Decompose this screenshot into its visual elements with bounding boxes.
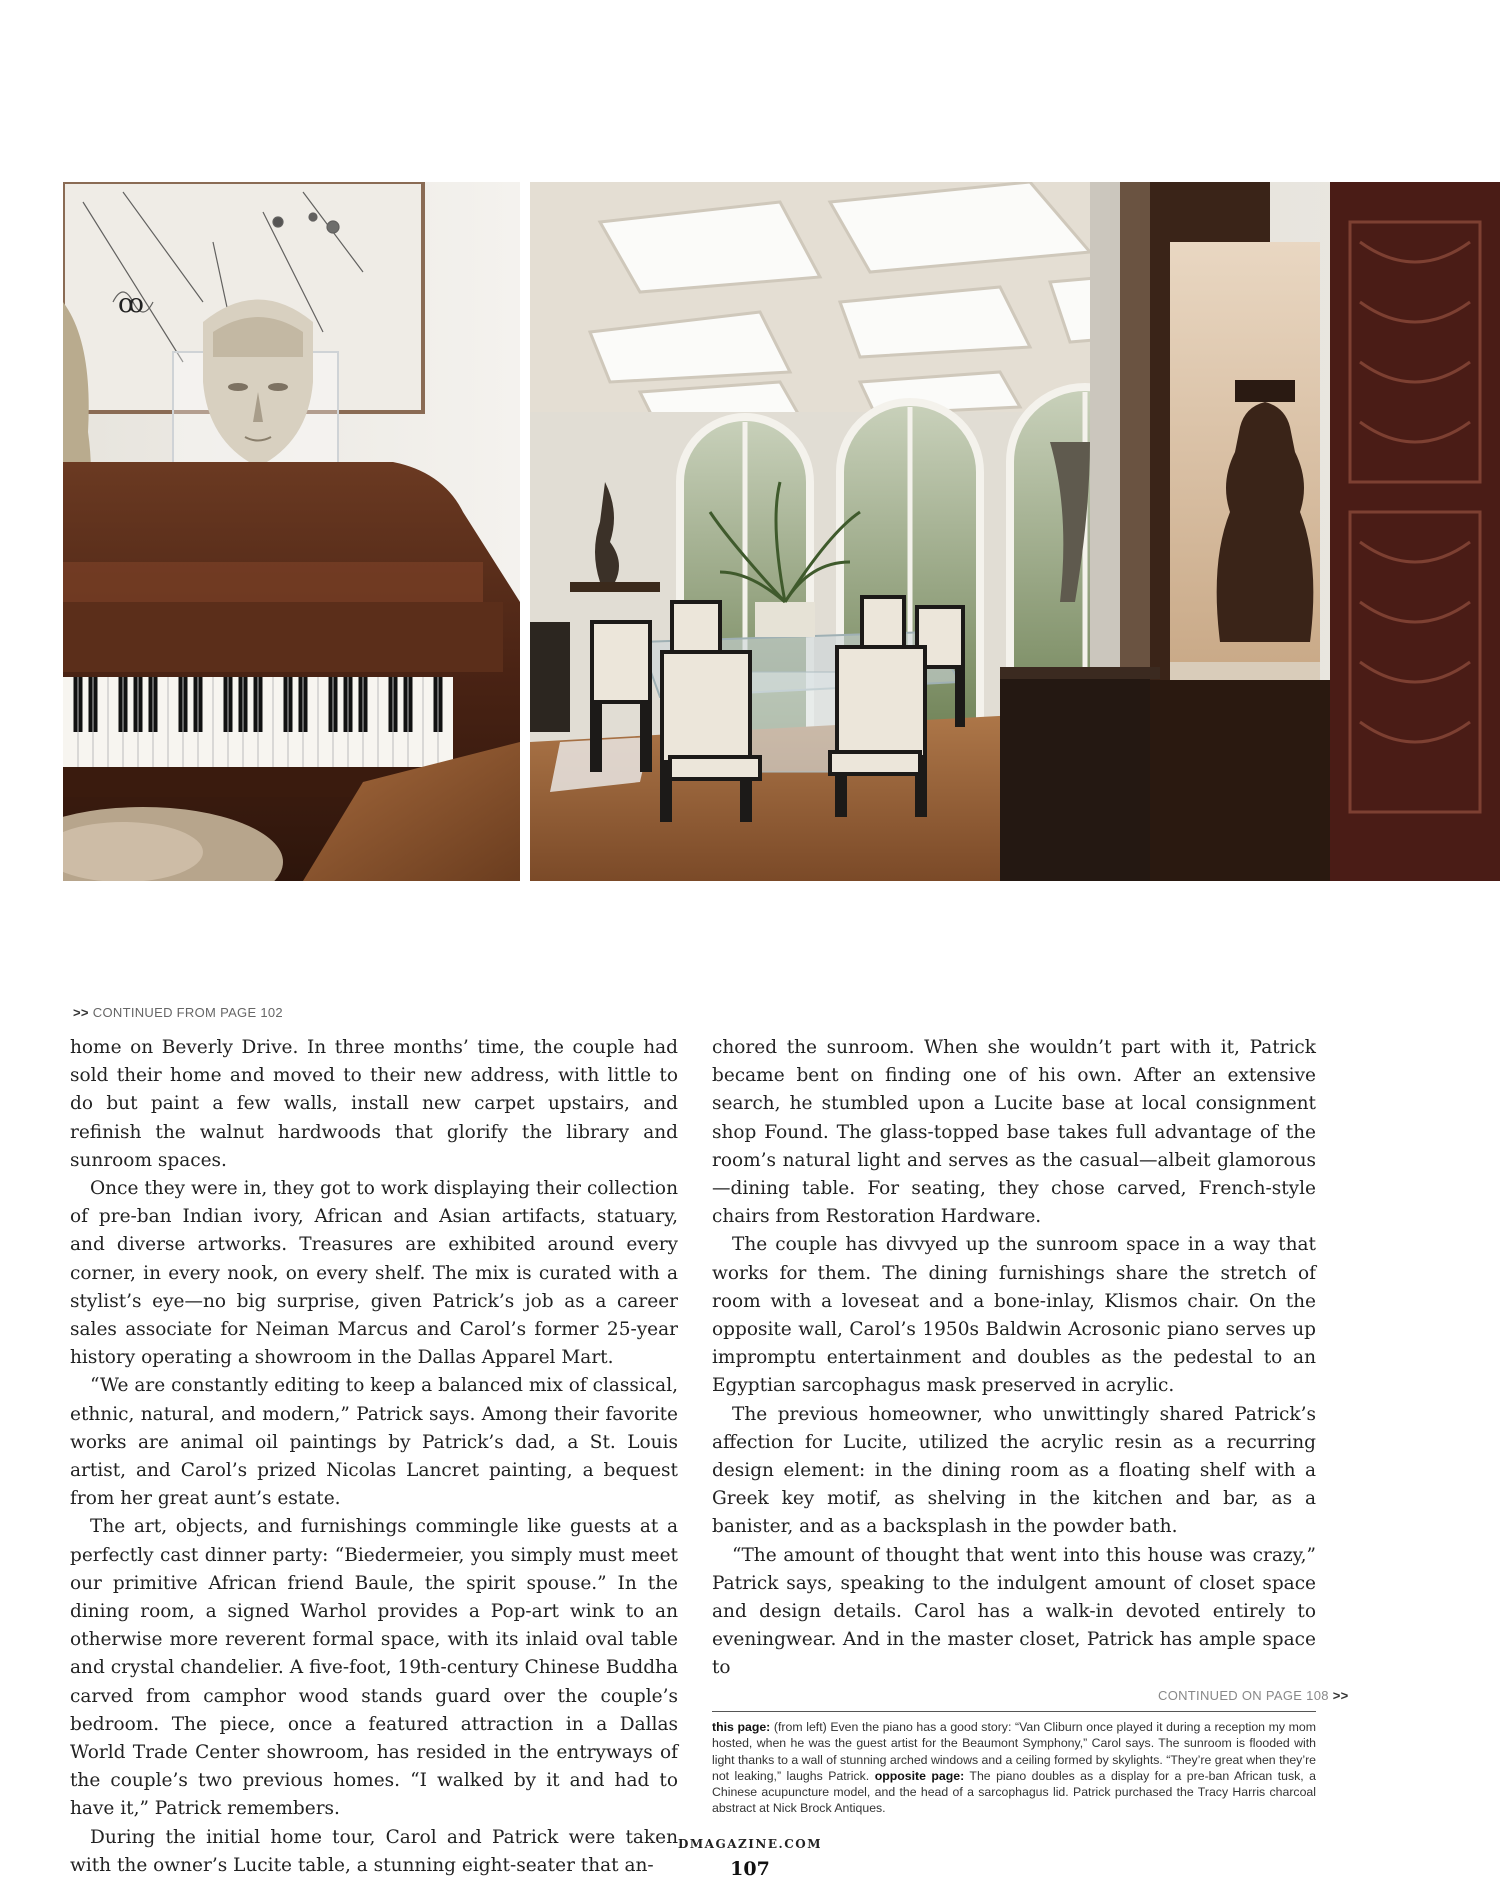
piano-photo [63,182,520,881]
photo-caption [712,1719,1316,1817]
continued-from-arrow: >> [73,1005,89,1020]
continued-on-text: CONTINUED ON PAGE 108 [1158,1688,1329,1703]
continued-on-label [1158,1688,1349,1703]
caption-divider [712,1711,1316,1712]
continued-on-arrow: >> [1332,1688,1349,1703]
caption-this-page-text: (from left) Even the piano has a good story: “Van Cliburn once played it during a reception my mom hosted, when he was the guest artist for the Beaumont Symphony,” Carol says. The sunroom is flooded with light thanks to a wall of stunning arched windows and a ceiling formed by skylights. “They’re great when they’re not leaking,” laughs Patrick. [712,1720,1316,1783]
paragraph: The previous homeowner, who unwittingly shared Patrick’s affection for Lucite, utilized the acrylic resin as a recurring design element: in the dining room as a floating shelf with a Greek key motif, as shelving in the kitchen and bar, as a banister, and as a backsplash in the powder bath. [712,1403,1316,1538]
article-column-left [70,1034,678,1880]
continued-from-label [73,1005,283,1020]
continued-from-text: CONTINUED FROM PAGE 102 [92,1005,283,1020]
caption-opposite-page-label: opposite page: [874,1768,965,1783]
page-number: 107 [730,1858,770,1880]
paragraph: “The amount of thought that went into this house was crazy,” Patrick says, speaking to the indulgent amount of closet space and design details. Carol has a walk-in devoted entirely to eveningwear. And in the master closet, Patrick has ample space to [712,1544,1316,1679]
paragraph: “We are constantly editing to keep a balanced mix of classical, ethnic, natural, and modern,” Patrick says. Among their favorite works are animal oil paintings by Patrick’s dad, a St. Louis artist, and Carol’s prized Nicolas Lancret painting, a bequest from her great aunt’s estate. [70,1375,678,1510]
footer-site-name: DMAGAZINE.COM [677,1837,822,1851]
svg-text:ꝏ: ꝏ [118,289,144,319]
piano-with-mask-image [63,182,520,881]
caption-this-page-label: this page: [712,1720,771,1734]
sunroom-photo [530,182,1500,881]
paragraph: chored the sunroom. When she wouldn’t part with it, Patrick became bent on finding one of his own. After an extensive search, he stumbled upon a Lucite base at local consignment shop Found. The glass-topped base takes full advantage of the room’s natural light and serves as the casual—albeit glamorous—dining table. For seating, they chose carved, French-style chairs from Restoration Hardware. [712,1037,1316,1228]
paragraph: The couple has divvyed up the sunroom space in a way that works for them. The dining furnishings share the stretch of room with a loveseat and a bone-inlay, Klismos chair. On the opposite wall, Carol’s 1950s Baldwin Acrosonic piano serves up impromptu entertainment and doubles as the pedestal to an Egyptian sarcophagus mask preserved in acrylic. [712,1234,1316,1397]
caption-opposite-page-text: The piano doubles as a display for a pre-ban African tusk, a Chinese acupuncture model, and the head of a sarcophagus lid. Patrick purchased the Tracy Harris charcoal abstract at Nick Brock Antiques. [712,1768,1316,1816]
paragraph: The art, objects, and furnishings commingle like guests at a perfectly cast dinner party: “Biedermeier, you simply must meet our primitive African friend Baule, the spirit spouse.” In the dining room, a signed Warhol provides a Pop-art wink to an otherwise more reverent formal space, with its inlaid oval table and crystal chandelier. A five-foot, 19th-century Chinese Buddha carved from camphor wood stands guard over the couple’s bedroom. The piece, once a featured attraction in a Dallas World Trade Center showroom, has resided in the entryways of the couple’s two previous homes. “I walked by it and had to have it,” Patrick remembers. [70,1516,678,1820]
paragraph: home on Beverly Drive. In three months’ time, the couple had sold their home and moved to their new address, with little to do but paint a few walls, install new carpet upstairs, and refinish the walnut hardwoods that glorify the library and sunroom spaces. [70,1037,678,1171]
sunroom-dining-image [530,182,1500,881]
paragraph: During the initial home tour, Carol and Patrick were taken with the owner’s Lucite table, a stunning eight-seater that an- [70,1826,678,1876]
paragraph: Once they were in, they got to work displaying their collection of pre-ban Indian ivory, African and Asian artifacts, statuary, and diverse artworks. Treasures are exhibited around every corner, in every nook, on every shelf. The mix is curated with a stylist’s eye—no big surprise, given Patrick’s job as a career sales associate for Neiman Marcus and Carol’s former 25-year history operating a showroom in the Dallas Apparel Mart. [70,1178,678,1369]
article-column-right [712,1034,1316,1683]
